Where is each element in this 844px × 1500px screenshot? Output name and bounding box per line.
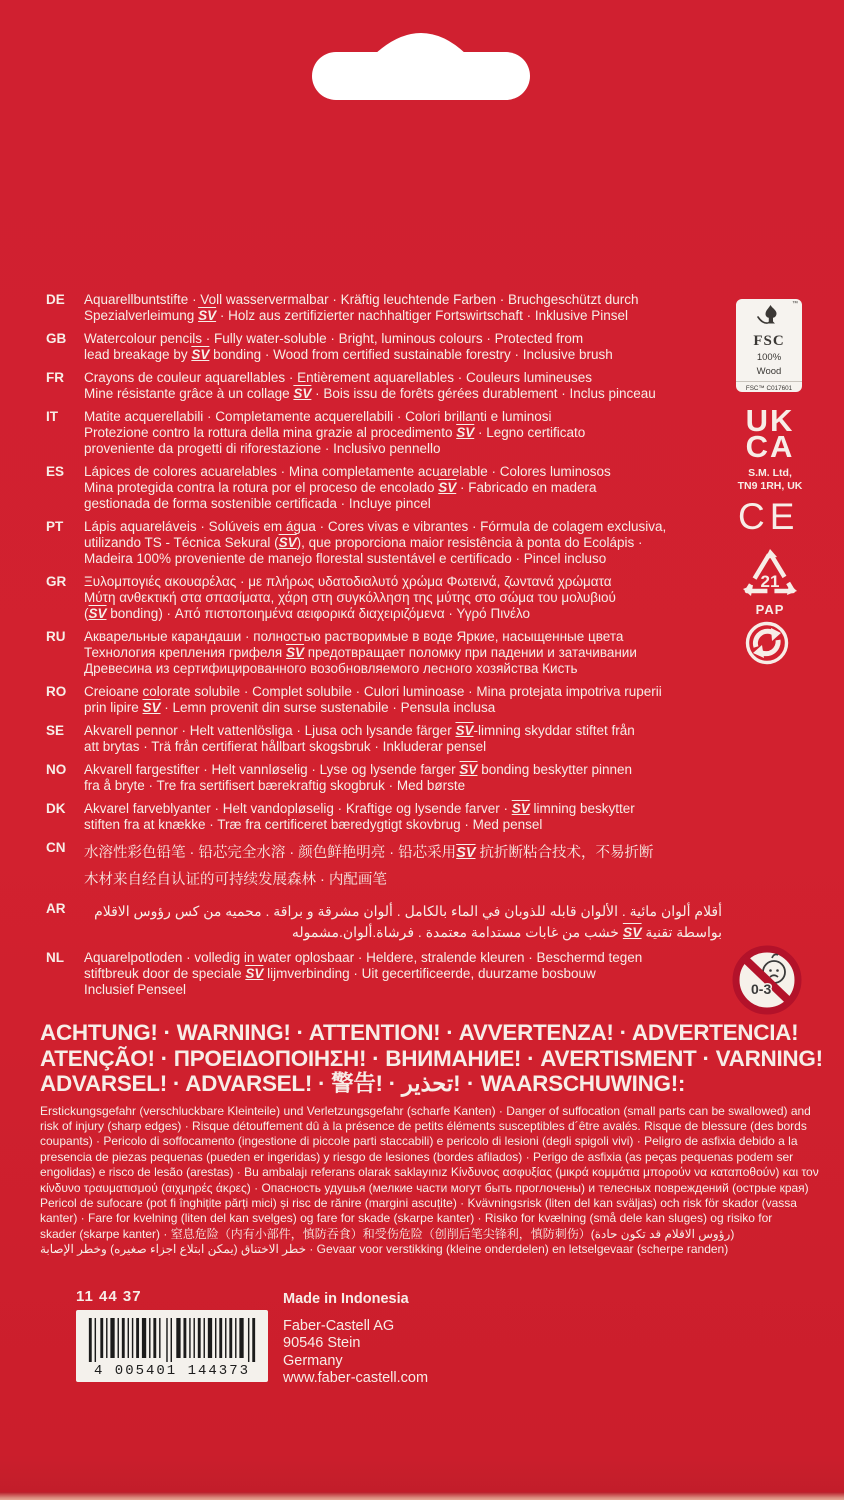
lang-text: Aquarellbuntstifte · Voll wasservermalbar · Kräftig leuchtende Farben · Bruchgeschützt durch Spezialverleimung SV · Holz aus zertifizierter nachhaltiger Fortswirtschaft · Inklusive Pinsel xyxy=(84,292,639,323)
sv-bonding-logo: SV xyxy=(285,645,304,660)
lang-text: Creioane colorate solubile · Complet solubile · Culori luminoase · Mina protejata impotriva ruperii prin lipire SV · Lemn provenit din surse sustenabile · Pensula inclusa xyxy=(84,684,662,715)
lang-block-ro xyxy=(46,684,722,716)
ean-barcode xyxy=(76,1310,268,1382)
lang-code: DE xyxy=(46,292,65,307)
lang-text: 水溶性彩色铅笔 · 铅芯完全水溶 · 颜色鲜艳明亮 · 铅芯采用SV 抗折断粘合技术，不易折断 木材来自经自认证的可持续发展森林 · 内配画笔 xyxy=(84,845,654,888)
sv-bonding-logo: SV xyxy=(88,606,107,621)
fsc-license-code: FSC™ C017601 xyxy=(736,381,802,392)
lang-block-de xyxy=(46,292,722,324)
warning-body-line: engolidas) e risco de lesão (arestas) · Bu ambalajı referans olarak saklayınız Κίνδυνος ασφυξίας (μικρά κομμάτια μπορούν να καταποθούν) και τον xyxy=(40,1165,819,1180)
warning-body-line: Erstickungsgefahr (verschluckbare Kleinteile) und Verletzungsgefahr (scharfe Kanten) · Danger of suffocation (small parts can be swallowed) and xyxy=(40,1103,811,1118)
fsc-word: FSC xyxy=(753,333,785,349)
lang-text: أقلام ألوان مائية . الألوان قابله للذوبان في الماء بالكامل . ألوان مشرقة و براقة . محميه من كس رؤوس الاقلام بواسطة تقنية SV خشب من غابات مستدامة معتمدة . فرشاة.ألوان.مشموله xyxy=(94,903,722,940)
lang-code: CN xyxy=(46,840,66,855)
ukca-line-ca: CA xyxy=(745,429,795,464)
lang-block-cn xyxy=(46,840,722,894)
sv-bonding-logo: SV xyxy=(293,386,312,401)
sv-bonding-logo: SV xyxy=(459,762,478,777)
lang-text: Watercolour pencils · Fully water-soluble · Bright, luminous colours · Protected from lead breakage by SV bonding · Wood from certified sustainable forestry · Inclusive brush xyxy=(84,331,613,362)
barcode-area xyxy=(76,1288,268,1382)
recycling-triangle-icon xyxy=(741,548,799,596)
sv-bonding-logo: SV xyxy=(438,480,457,495)
fsc-percent: 100% xyxy=(756,352,782,363)
lang-code: FR xyxy=(46,370,64,385)
warning-heading-line: ATENÇÃO! · ΠΡΟΕΙΔΟΠΟΙΗΣΗ! · ВНИМАНИЕ! · AVERTISMENT · VARNING! xyxy=(40,1045,823,1071)
ukca-address xyxy=(730,467,810,492)
sv-bonding-logo: SV xyxy=(278,535,297,550)
lang-code: IT xyxy=(46,409,58,424)
lang-code: NO xyxy=(46,762,67,777)
barcode-bars xyxy=(86,1318,258,1362)
sv-bonding-logo: SV xyxy=(455,723,474,738)
lang-block-fr xyxy=(46,370,722,402)
warning-body-line: κίνδυνο τραυματισμού (αιχμηρές άκρες) · Опасность удушья (мелкие части могут быть проглочены) и телесных повреждений (острые края) xyxy=(40,1180,809,1195)
manufacturer-line: Germany xyxy=(283,1352,343,1369)
lang-block-it xyxy=(46,409,722,457)
fsc-material: Wood xyxy=(756,366,782,377)
lang-text: Lápices de colores acuarelables · Mina completamente acuarelable · Colores luminosos Mina protegida contra la rotura por el proceso de encolado SV · Fabricado en madera gestionada de forma sostenible certificada · Incluye pincel xyxy=(84,464,611,511)
warning-body-line: kanter) · Fare for kvelning (liten del kan svelges) og fare for skade (skarpe kanter) · Risiko for kvælning (små dele kan sluges) og risiko for xyxy=(40,1211,773,1226)
lang-block-ru xyxy=(46,629,722,677)
made-in: Made in Indonesia xyxy=(283,1291,409,1307)
sv-bonding-logo: SV xyxy=(622,924,642,940)
ukca-mark xyxy=(730,403,810,492)
language-descriptions xyxy=(46,292,722,1005)
warning-section xyxy=(40,1020,823,1258)
ce-mark: CE xyxy=(738,496,800,537)
ukca-line-uk: UK xyxy=(745,403,795,438)
trademark-symbol: ™ xyxy=(792,301,798,307)
lang-block-gr xyxy=(46,574,722,622)
lang-text: Ξυλομπογιές ακουαρέλας · με πλήρως υδατοδιαλυτό χρώμα Φωτεινά, ζωντανά χρώματα Μύτη ανθεκτική στα σπασίματα, χάρη στη συγκόλληση της μύτης στο σώμα του μολυβιού (SV bonding) · Από πιστοποιημένα αειφορικά διαχειριζόμενα · Υγρό Πινέλο xyxy=(84,574,616,621)
lang-block-nl xyxy=(46,950,722,998)
lang-code: PT xyxy=(46,519,64,534)
lang-text: Akvarell fargestifter · Helt vannløselig · Lyse og lysende farger SV bonding beskytter pinnen fra å bryte · Tre fra sertifisert bærekraftig skogbruk · Med børste xyxy=(84,762,633,793)
item-number: 11 44 37 xyxy=(76,1288,142,1305)
lang-code: RO xyxy=(46,684,67,699)
lang-block-ar xyxy=(46,901,722,943)
warning-body-line: skader (skarpe kanter) · 窒息危险（内有小部件，慎防吞食）和受伤危险（创削后笔尖锋利，慎防刺伤）(رؤوس الاقلام قد تكون حادة) xyxy=(40,1226,735,1241)
sv-bonding-logo: SV xyxy=(142,700,161,715)
ukca-address-line1: S.M. Ltd, xyxy=(748,467,792,479)
lang-block-dk xyxy=(46,801,722,833)
fsc-label xyxy=(736,299,802,392)
lang-code: NL xyxy=(46,950,64,965)
lang-code: RU xyxy=(46,629,66,644)
barcode-digits: 4 005401 144373 xyxy=(93,1363,251,1379)
warning-body-line: Pericol de sufocare (pot fi înghițite părți mici) și risc de rănire (margini ascuțite) · Kvävningsrisk (liten del kan sväljas) och risk för skador (vassa xyxy=(40,1195,797,1210)
svg-text:0-3: 0-3 xyxy=(751,981,772,997)
manufacturer-line: www.faber-castell.com xyxy=(283,1370,429,1386)
lang-text: Matite acquerellabili · Completamente acquerellabili · Colori brillanti e luminosi Protezione contro la rottura della mina grazie al procedimento SV · Legno certificato proveniente da progetti di riforestazione · Inclusivo pennello xyxy=(84,409,586,456)
lang-code: DK xyxy=(46,801,66,816)
svg-text:21: 21 xyxy=(760,572,780,591)
lang-block-gb xyxy=(46,331,722,363)
lang-text: Crayons de couleur aquarellables · Entièrement aquarellables · Couleurs lumineuses Mine résistante grâce à un collage SV · Bois issu de forêts gérées durablement · Inclus pinceau xyxy=(84,370,656,401)
sv-bonding-logo: SV xyxy=(456,425,475,440)
recycling-pap21-mark xyxy=(740,548,800,617)
lang-block-es xyxy=(46,464,722,512)
lang-code: GB xyxy=(46,331,67,346)
sv-bonding-logo: SV xyxy=(198,308,217,323)
warning-body xyxy=(40,1103,819,1258)
sv-bonding-logo: SV xyxy=(511,801,530,816)
green-dot-icon xyxy=(744,620,790,671)
warning-body-line: risk of injury (sharp edges) · Risque détouffement dû à la présence de petits éléments susceptibles d´être avalés. Risque de blessure (des bords xyxy=(40,1118,807,1133)
sv-bonding-logo: SV xyxy=(191,347,210,362)
age-0-3-warning-icon xyxy=(731,944,803,1021)
lang-text: Aquarelpotloden · volledig in water oplosbaar · Heldere, stralende kleuren · Beschermd tegen stiftbreuk door de speciale SV lijmverbinding · Uit gecertificeerde, duurzame bosbouw Inclusief Penseel xyxy=(84,950,643,997)
warning-body-line: خطر الاختناق (يمكن ابتلاع اجزاء صغيره) وخطر الإصابة · Gevaar voor verstikking (kleine onderdelen) en letselgevaar (scherpe randen) xyxy=(40,1242,729,1257)
lang-text: Akvarel farveblyanter · Helt vandopløselig · Kraftige og lysende farver · SV limning beskytter stiften fra at knække · Træ fra certificeret bæredygtigt skovbrug · Med pensel xyxy=(84,801,635,832)
package-bottom-edge xyxy=(0,1492,844,1500)
ukca-letters xyxy=(730,403,810,464)
manufacturer-line: Faber-Castell AG xyxy=(283,1317,395,1334)
warning-heading-line: ACHTUNG! · WARNING! · ATTENTION! · AVVERTENZA! · ADVERTENCIA! xyxy=(40,1020,799,1045)
euro-hang-hole xyxy=(0,0,844,120)
fsc-tree-icon xyxy=(754,304,784,330)
lang-block-pt xyxy=(46,519,722,567)
warning-heading xyxy=(40,1020,823,1097)
manufacturer-address xyxy=(283,1318,428,1388)
lang-block-se xyxy=(46,723,722,755)
sv-bonding-logo: SV xyxy=(245,966,264,981)
warning-body-line: presencia de piezas pequenas (pueden er ingeridas) y riesgo de lesiones (bordes afilados) · Perigo de asfixia (as peças pequenas podem ser xyxy=(40,1149,794,1164)
lang-code: AR xyxy=(46,901,66,916)
warning-body-line: coupants) · Pericolo di soffocamento (ingestione di piccole parti staccabili) e pericolo di lesioni (degli spigoli vivi) · Peligro de asfixia debido a la xyxy=(40,1134,798,1149)
lang-text: Акварельные карандаши · полностью растворимые в воде Яркие, насыщенные цвета Технология крепления грифеля SV предотвращает поломку при падении и затачивании Древесина из сертифицированного возобновляемого лесного хозяйства Кисть xyxy=(84,629,637,676)
lang-text: Lápis aquareláveis · Solúveis em água · Cores vivas e vibrantes · Fórmula de colagem exclusiva, utilizando TS - Técnica Sekural (SV), que proporciona maior resistência à ponta do Ecolápis · Madeira 100% proveniente de manejo florestal sustentável e certificado · Pincel incluso xyxy=(84,519,667,566)
lang-text: Akvarell pennor · Helt vattenlösliga · Ljusa och lysande färger SV-limning skyddar stiftet från att brytas · Trä från certifierat hållbart skogsbruk · Inkluderar pensel xyxy=(84,723,635,754)
lang-block-no xyxy=(46,762,722,794)
ukca-address-line2: TN9 1RH, UK xyxy=(737,479,803,492)
sv-bonding-logo: SV xyxy=(456,845,476,861)
manufacturer-info xyxy=(283,1291,428,1388)
lang-code: SE xyxy=(46,723,65,738)
pap-label: PAP xyxy=(755,602,785,617)
manufacturer-line: 90546 Stein xyxy=(283,1335,361,1351)
lang-code: ES xyxy=(46,464,65,479)
lang-code: GR xyxy=(46,574,67,589)
warning-heading-line: ADVARSEL! · ADVARSEL! · 警告! · تحذير! · WAARSCHUWING!: xyxy=(40,1071,686,1096)
